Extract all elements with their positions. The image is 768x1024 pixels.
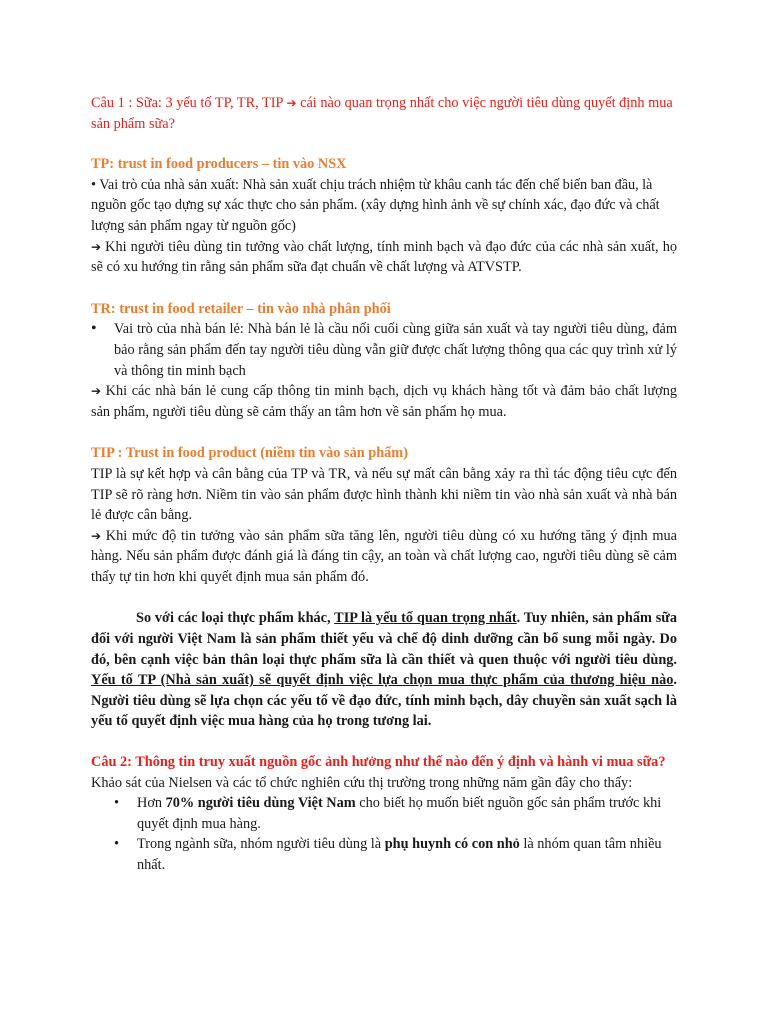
question-1 [91,93,677,134]
list-item [114,793,677,834]
tp-role-bullet: • Vai trò của nhà sản xuất: Nhà sản xuất chịu trách nhiệm từ khâu canh tác đến chế biến ban đầu, là nguồn gốc tạo dựng sự xác thực cho sản phẩm. (xây dựng hình ảnh về sự chính xác, đạo đức và chất lượng sản phẩm ngay từ nguồn gốc) [91,176,660,234]
question-2-intro: Khảo sát của Nielsen và các tổ chức nghiên cứu thị trường trong những năm gần đây cho thấy: [91,774,633,791]
document-body [91,93,677,876]
bullet-2-post: là nhóm quan tâm nhiều nhất. [137,836,662,873]
tr-conclusion [91,381,677,422]
bullet-1-post: cho biết họ muốn biết nguồn gốc sản phẩm trước khi quyết định mua hàng. [137,795,662,832]
tip-conclusion-text: Khi mức độ tin tưởng vào sản phẩm sữa tăng lên, người tiêu dùng có xu hướng tăng ý định mua hàng. Nếu sản phẩm được đánh giá là đáng tin cậy, an toàn và chất lượng cao, người tiêu dùng sẽ cảm thấy tự tin hơn khi quyết định mua sản phẩm đó. [91,527,677,585]
question-1-text: Câu 1 : Sữa: 3 yếu tố TP, TR, TIP [91,95,287,111]
summary-part-3: . Người tiêu dùng sẽ lựa chọn các yếu tố về đạo đức, tính minh bạch, dây chuyền sản xuất sạch là yếu tố quyết định việc mua hàng của họ trong tương lai. [91,672,677,730]
arrow-icon: ➔ [91,528,102,543]
question-2-heading: Câu 2: Thông tin truy xuất nguồn gốc ảnh hưởng như thế nào đến ý định và hành vi mua sữa? [91,754,666,771]
bullet-1-pre: Hơn [137,795,166,812]
tr-role-bullet: • Vai trò của nhà bán lẻ: Nhà bán lẻ là cầu nối cuối cùng giữa sản xuất và tay người tiêu dùng, đảm bảo rằng sản phẩm đến tay người tiêu dùng vẫn giữ được chất lượng thông qua các quy trình xử lý và thông tin minh bạch [91,319,677,381]
bullet-2-pre: Trong ngành sữa, nhóm người tiêu dùng là [137,836,385,853]
list-item [114,834,677,875]
tip-conclusion [91,526,677,588]
question-2-bullet-list [114,793,677,875]
tr-bullet-list [91,319,677,381]
tr-heading: TR: trust in food retailer – tin vào nhà phân phối [91,300,391,317]
tp-conclusion-text: Khi người tiêu dùng tin tưởng vào chất lượng, tính minh bạch và đạo đức của các nhà sản xuất, họ sẽ có xu hướng tin rằng sản phẩm sữa đạt chuẩn về chất lượng và ATVSTP. [91,238,677,276]
bullet-1-bold: 70% người tiêu dùng Việt Nam [165,795,356,812]
arrow-icon: ➔ [91,239,102,254]
summary-paragraph [91,608,677,732]
question-1-text-cont: cái nào quan trọng nhất cho việc người tiêu dùng quyết định mua sản phẩm sữa? [91,95,673,132]
summary-emphasis-1: TIP là yếu tố quan trọng nhất [334,610,517,627]
tip-body: TIP là sự kết hợp và cân bằng của TP và TR, và nếu sự mất cân bằng xảy ra thì tác động tiêu cực đến TIP sẽ rõ ràng hơn. Niềm tin vào sản phẩm được hình thành khi niềm tin vào nhà sản xuất và nhà bán lẻ được cân bằng. [91,465,677,524]
arrow-icon: ➔ [91,384,102,399]
bullet-2-bold: phụ huynh có con nhỏ [384,836,520,853]
summary-part-1: So với các loại thực phẩm khác, [136,610,335,627]
tp-conclusion [91,237,677,278]
tip-heading: TIP : Trust in food product (niềm tin vào sản phẩm) [91,445,408,462]
summary-part-2: . Tuy nhiên, sản phẩm sữa đối với người Việt Nam là sản phẩm thiết yếu và chế độ dinh dưỡng cần bổ sung mỗi ngày. Do đó, bên cạnh việc bản thân loại thực phẩm sữa là cần thiết và quen thuộc với người tiêu dùng. [91,610,677,668]
summary-emphasis-2: Yếu tố TP (Nhà sản xuất) sẽ quyết định việc lựa chọn mua thực phẩm của thương hiệu nào [91,672,674,689]
tr-conclusion-text: Khi các nhà bán lẻ cung cấp thông tin minh bạch, dịch vụ khách hàng tốt và đảm bảo chất lượng sản phẩm, người tiêu dùng sẽ cảm thấy an tâm hơn về sản phẩm họ mua. [91,383,677,420]
arrow-icon: ➔ [286,96,297,110]
tp-heading: TP: trust in food producers – tin vào NSX [91,156,347,173]
